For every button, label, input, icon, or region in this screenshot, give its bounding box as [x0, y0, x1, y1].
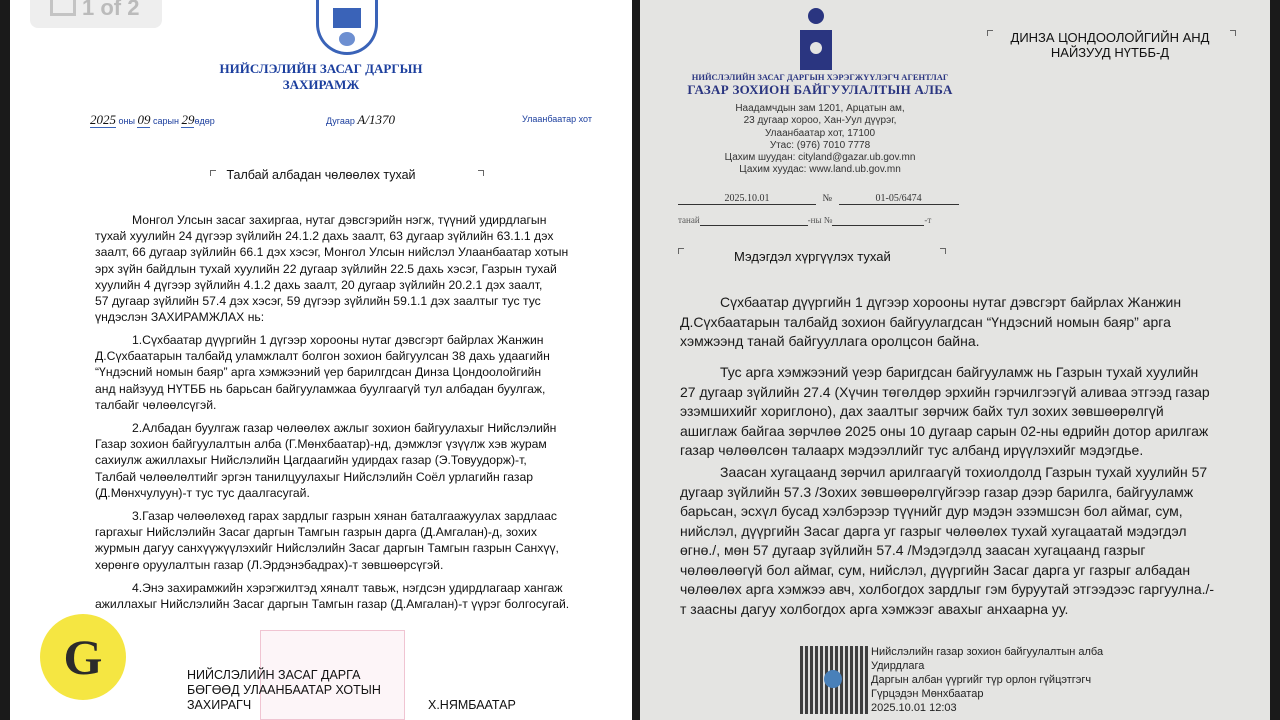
text-line: гаргахыг Нийслэлийн Засаг даргын Тамгын газрын дарга (Д.Амгалан)-д, зохих	[95, 525, 537, 540]
text-line: 3.Газар чөлөөлөхөд гарах зардлыг газрын хянан баталгаажуулах зардлаас	[132, 509, 557, 523]
paragraph	[95, 420, 600, 501]
qr-code	[800, 646, 868, 714]
paragraph	[95, 332, 600, 413]
text-line: чөлөөлөх арга хэмжээ авч, холбогдох зардлыг гэм буруутай этгээдээс гаргуулна./-	[680, 581, 1215, 597]
text-line: Даргын албан үүргийг түр орлон гүйцэтгэгч	[871, 674, 1092, 686]
text-line: 23 дугаар хороо, Хан-Уул дүүрэг,	[743, 115, 897, 127]
letter-subject: Мэдэгдэл хүргүүлэх тухай	[734, 249, 891, 264]
text-line: (Д.Мөнхчулуун)-т тус тус даалгасугай.	[95, 485, 310, 500]
text-line: т заасны дагуу холбогдох арга хэмжээг авахыг анхаарна уу.	[680, 600, 1069, 617]
text-line: Утас: (976) 7010 7778	[769, 139, 871, 151]
paragraph	[95, 508, 600, 573]
text-line: Тус арга хэмжээний үеэр баригдсан байгууламж нь Газрын тухай хуулийн	[720, 364, 1199, 380]
text-line: хэмжээнд танай байгууллага оролцсон байна.	[680, 333, 980, 349]
text-line: үндэслэн ЗАХИРАМЖЛАХ нь:	[95, 310, 265, 325]
text-line: Наадамчдын зам 1201, Арцатын ам,	[735, 103, 905, 114]
pages-icon	[50, 0, 76, 16]
text-line: Цахим шуудан: cityland@gazar.ub.gov.mn	[724, 152, 916, 164]
emblem-icon	[316, 0, 378, 55]
text-line: нийслэл, дүүргийн Засаг дарга уг газрыг чөлөөлөх тухай хугацаатай мэдэгдэл	[680, 522, 1187, 539]
right-document-page	[640, 0, 1270, 720]
text-line: Сүхбаатар дүүргийн 1 дүгээр хорооны нутаг дэвсгэрт байрлах Жанжин	[720, 294, 1182, 310]
decree-number: Дугаар А/1370	[326, 112, 395, 127]
text-line: Газар зохион байгуулалтын алба (Г.Мөнхбаатар)-нд, дэмжлэг үзүүлж хэв журам	[95, 437, 547, 452]
text-line: эзэмшихийг хориглоно), дах заалтыг зөрчиж байх тул зохих зөвшөөрөлгүй	[680, 403, 1164, 419]
org-name: ГАЗАР ЗОХИОН БАЙГУУЛАЛТЫН АЛБА	[687, 82, 953, 97]
paragraph	[680, 363, 1240, 461]
text-line: барьсан, эсхүл бусад хэлбэрээр түүнийг дур мэдэн эзэмшсэн бол аймаг, сум,	[680, 503, 1183, 519]
text-line: сахиулж ажиллахыг Нийслэлийн Цагдаагийн удирдах газар (Э.Товуудорж)-т,	[95, 453, 527, 468]
text-line: 57 дугаар зүйлийн 57.4 дэх хэсэг, 59 дүгээр зүйлийн 59.1.1 дэх заалтыг тус тус	[95, 294, 541, 309]
reference-line: танай -ны № -т	[678, 215, 932, 225]
text-line: Монгол Улсын засаг захиргаа, нутаг дэвсгэрийн нэгж, түүний удирдлагын	[132, 213, 547, 227]
text-line: Талбай чөлөөлөлтийг эргэн танилцуулахыг Нийслэлийн Соёл урлагийн газар	[95, 469, 534, 484]
text-line: тухай хуулийн 24 дүгээр зүйлийн 24.1.2 дахь заалт, 63 дугаар зүйлийн 63.1.1 дэх	[95, 229, 554, 244]
text-line: заалт, 66 дугаар зүйлийн 66.1 дэх хэсэг, Монгол Улсын нийслэл Улаанбаатар хотын	[95, 245, 569, 260]
recipient: ДИНЗА ЦОНДООЛОЙГИЙН АНД НАЙЗУУД НҮТББ-Д	[1010, 30, 1210, 60]
text-line: дугаар зүйлийн 57.3 /Зохих зөвшөөрөлгүйгээр газар дээр барилга, байгууламж	[680, 483, 1194, 500]
text-line: Удирдлага	[871, 660, 925, 672]
decree-type: ЗАХИРАМЖ	[282, 77, 360, 92]
paragraph	[680, 463, 1240, 619]
text-line: 1.Сүхбаатар дүүргийн 1 дүгээр хорооны нутаг дэвсгэрт байрлах Жанжин	[132, 333, 544, 347]
decree-subject: Талбай албадан чөлөөлөх тухай	[226, 168, 416, 182]
soyombo-emblem-icon	[800, 0, 832, 76]
text-line: журмын дагуу санхүүжүүлэхийг Нийслэлийн Засаг даргын Тамгын газрын Санхүү,	[95, 541, 559, 556]
paragraph	[680, 293, 1240, 352]
text-line: 4.Энэ захирамжийн хэрэгжилтэд хяналт тавьж, нэгдсэн удирдлагаар хангаж	[132, 581, 563, 595]
text-line: Д.Сүхбаатарын талбайд уламжлалт болгон зохион байгуулсан 38 дахь удаагийн	[95, 349, 550, 364]
text-line: Заасан хугацаанд зөрчил арилгаагүй тохиолдолд Газрын тухай хуулийн 57	[720, 464, 1208, 480]
text-line: Цахим хуудас: www.land.ub.gov.mn	[739, 164, 901, 176]
text-line: “Үндэсний номын баяр” арга хэмжээний үер барилгдсан Динза Цондоолойгийн	[95, 365, 542, 380]
org-address	[680, 103, 960, 177]
decree-city: Улаанбаатар хот	[522, 114, 592, 124]
signatory-title: НИЙСЛЭЛИЙН ЗАСАГ ДАРГА БӨГӨӨД УЛААНБААТАР ХОТЫН ЗАХИРАГЧ	[187, 668, 381, 712]
text-line: Улаанбаатар хот, 17100	[765, 127, 875, 139]
text-line: газар чөлөөлсөн талаарх мэдээллийг тус албанд ирүүлэхийг мэдэгдье.	[680, 442, 1144, 458]
electronic-signature	[871, 645, 1103, 715]
page-indicator[interactable]: 1 of 2	[30, 0, 162, 28]
decree-date: 2025 оны 09 сарын 29өдөр	[90, 112, 215, 127]
signatory-name: Х.НЯМБААТАР	[428, 698, 516, 712]
left-document-page	[10, 0, 632, 720]
text-line: ашиглаж байгаа зөрчлөө 2025 оны 10 дугаар сарын 02-ны өдрийн дотор арилгаж	[680, 422, 1209, 439]
text-line: Д.Сүхбаатарын талбайд зохион байгуулагдсан “Үндэсний номын баяр” арга	[680, 313, 1171, 330]
text-line: талбайг чөлөөлсүгэй.	[95, 397, 217, 412]
letter-date-number: 2025.10.01 № 01-05/6474	[678, 193, 959, 205]
text-line: 27 дугаар зүйлийн 27.4 (Хүчин төгөлдөр эрхийн гэрчилгээгүй аливаа этгээд газар	[680, 383, 1210, 400]
decree-header: НИЙСЛЭЛИЙН ЗАСАГ ДАРГЫН	[219, 61, 423, 76]
paragraph	[95, 212, 600, 325]
paragraph	[95, 580, 600, 612]
text-line: ажиллахыг Нийслэлийн Засаг даргын Тамгын газар (Д.Амгалан)-т үүрэг болгосугай.	[95, 597, 570, 612]
text-line: эрх зүйн байдлын тухай хуулийн 22 дугаар зүйлийн 22.5 дахь хэсэг, Газрын тухай	[95, 261, 557, 276]
text-line: 2.Албадан буулгаж газар чөлөөлөх ажлыг зохион байгуулахыг Нийслэлийн	[132, 421, 557, 435]
text-line: өгнө./, мөн 57 дугаар зүйлийн 57.4 /Мэдэгдэлд заасан хугацаанд газрыг	[680, 542, 1146, 558]
text-line: хуулийн 4 дүгээр зүйлийн 4.1.2 дахь заалт, 20 дугаар зүйлийн 20.2.1 дэх заалт,	[95, 277, 543, 292]
text-line: 2025.10.01 12:03	[871, 702, 957, 714]
text-line: чөлөөлөөгүй бол аймаг, сум, нийслэл, дүүргийн Засаг дарга уг газрыг албадан	[680, 561, 1191, 578]
text-line: Гүрцэдэн Мөнхбаатар	[871, 688, 984, 700]
text-line: Нийслэлийн газар зохион байгуулалтын алба	[871, 646, 1104, 658]
agency-line: НИЙСЛЭЛИЙН ЗАСАГ ДАРГЫН ХЭРЭГЖҮҮЛЭГЧ АГЕНТЛАГ	[691, 72, 949, 82]
text-line: хөрөнгө оруулалтын газар (Л.Эрдэнэбадрах)-т зөвшөөрсүгэй.	[95, 557, 444, 572]
watermark-logo: G	[40, 614, 126, 700]
text-line: анд найзууд НҮТББ нь барьсан байгууламжаа буулгаагүй тул албадан буулгаж,	[95, 381, 546, 396]
